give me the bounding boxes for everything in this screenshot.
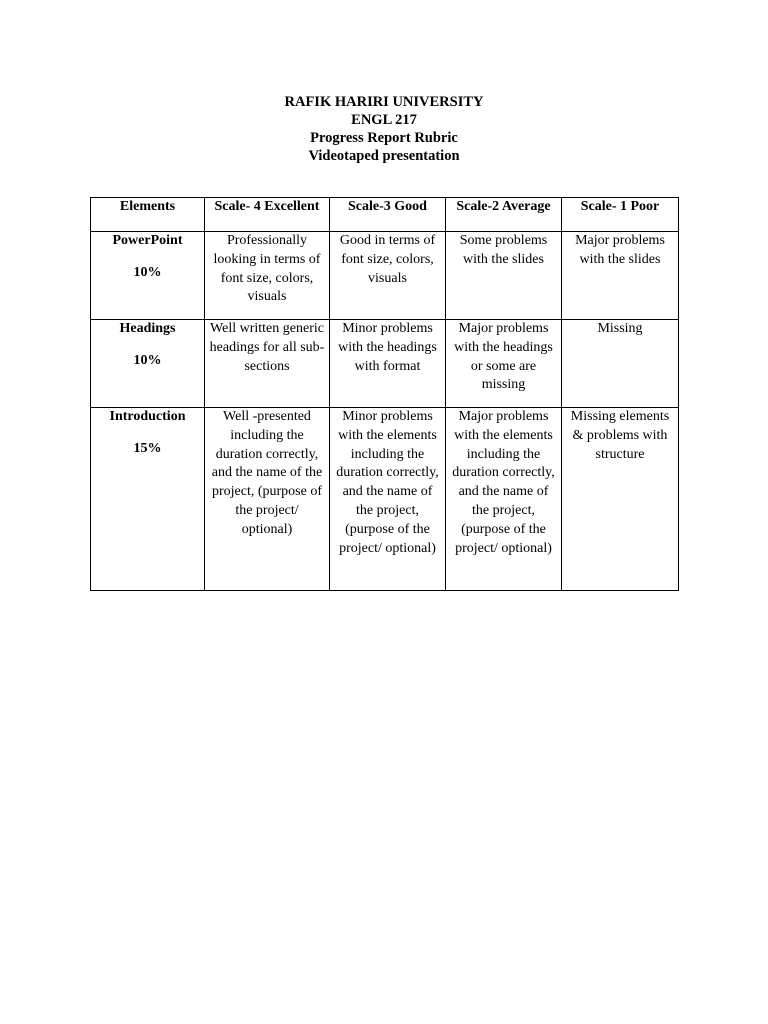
element-name: PowerPoint (112, 233, 183, 248)
column-header-elements: Elements (91, 198, 205, 232)
element-weight: 15% (133, 440, 162, 456)
good-cell: Good in terms of font size, colors, visuals (330, 232, 446, 320)
document-subtitle: Videotaped presentation (308, 148, 460, 164)
element-cell (91, 408, 205, 591)
column-header-average: Scale-2 Average (446, 198, 562, 232)
column-header-poor: Scale- 1 Poor (562, 198, 679, 232)
element-cell (91, 320, 205, 408)
poor-cell: Missing (562, 320, 679, 408)
document-header (0, 93, 768, 165)
table-header-row (91, 198, 679, 232)
rubric-table (90, 197, 679, 591)
element-weight: 10% (133, 264, 162, 280)
university-name: RAFIK HARIRI UNIVERSITY (284, 94, 484, 110)
element-weight: 10% (133, 352, 162, 368)
table-row (91, 320, 679, 408)
course-code: ENGL 217 (351, 112, 417, 128)
poor-cell: Missing elements & problems with structure (562, 408, 679, 591)
poor-cell: Major problems with the slides (562, 232, 679, 320)
element-cell (91, 232, 205, 320)
good-cell: Minor problems with the elements including the duration correctly, and the name of the project, (purpose of the project/ optional) (330, 408, 446, 591)
element-name: Headings (119, 321, 176, 336)
good-cell: Minor problems with the headings with format (330, 320, 446, 408)
column-header-good: Scale-3 Good (330, 198, 446, 232)
average-cell: Some problems with the slides (446, 232, 562, 320)
excellent-cell: Professionally looking in terms of font size, colors, visuals (205, 232, 330, 320)
table-row (91, 232, 679, 320)
document-title: Progress Report Rubric (310, 130, 458, 146)
table-row (91, 408, 679, 591)
excellent-cell: Well written generic headings for all sub-sections (205, 320, 330, 408)
element-name: Introduction (109, 409, 186, 424)
average-cell: Major problems with the elements including the duration correctly, and the name of the project, (purpose of the project/ optional) (446, 408, 562, 591)
column-header-excellent: Scale- 4 Excellent (205, 198, 330, 232)
excellent-cell: Well -presented including the duration correctly, and the name of the project, (purpose of the project/ optional) (205, 408, 330, 591)
average-cell: Major problems with the headings or some are missing (446, 320, 562, 408)
